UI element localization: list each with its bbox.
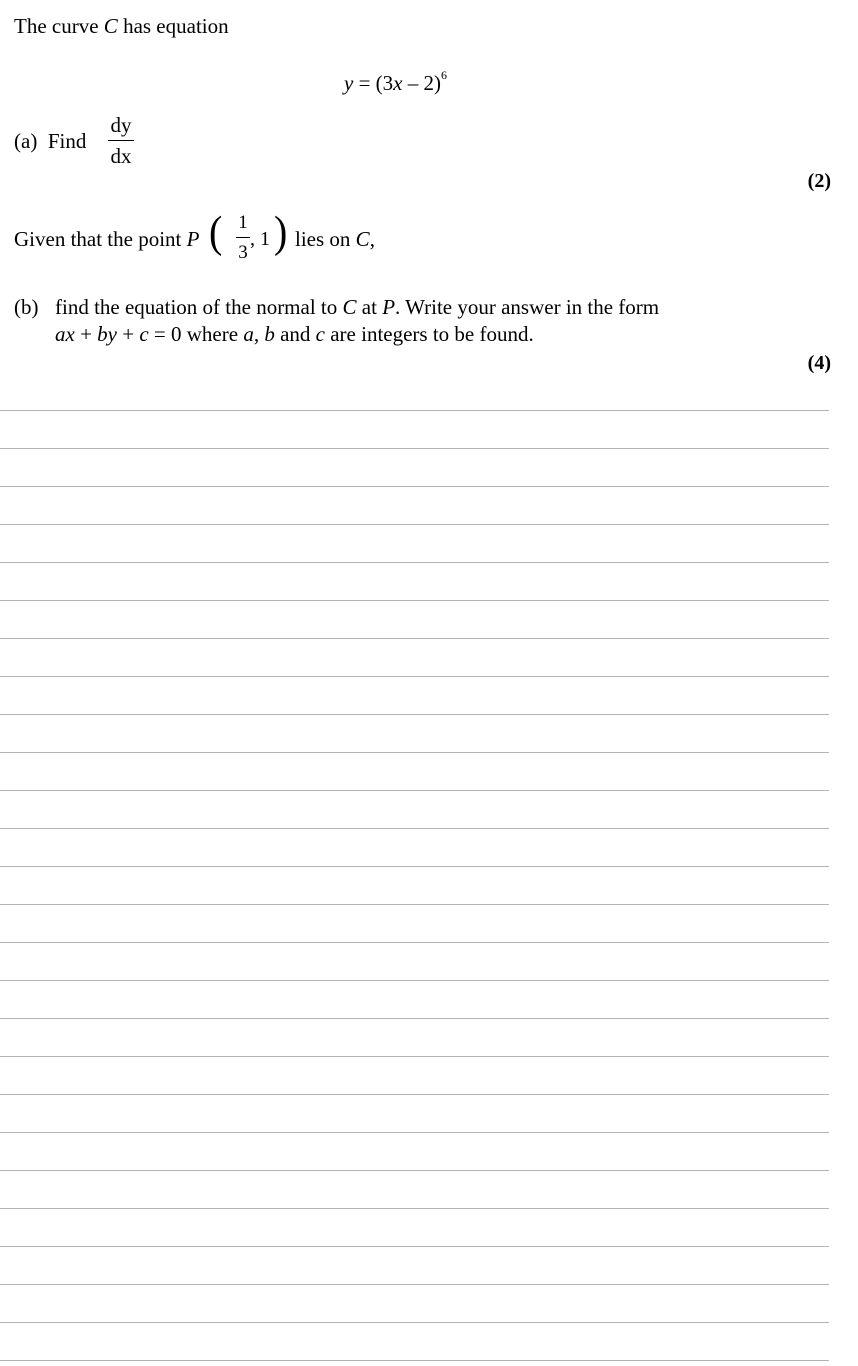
part-b-rest: are integers to be found.	[330, 322, 534, 346]
form-x: x	[65, 322, 75, 346]
answer-line	[0, 486, 829, 487]
answer-line	[0, 1322, 829, 1323]
part-b-marks: (4)	[807, 352, 831, 374]
point-fraction-bar	[236, 237, 250, 238]
given-rest-text: lies on	[295, 227, 351, 251]
given-curve-name: C	[355, 227, 370, 251]
answer-line	[0, 562, 829, 563]
equation-minus: – 2)	[402, 71, 441, 95]
part-a-label: (a)	[14, 129, 38, 153]
answer-line	[0, 1132, 829, 1133]
answer-line	[0, 980, 829, 981]
answer-line	[0, 790, 829, 791]
equation-exponent: 6	[441, 68, 447, 82]
answer-line	[0, 1094, 829, 1095]
and-text: and	[280, 322, 311, 346]
part-b-curve: C	[342, 295, 357, 319]
point-name: P	[186, 227, 200, 251]
answer-line	[0, 638, 829, 639]
form-a: a	[55, 322, 66, 346]
answer-line	[0, 942, 829, 943]
given-rest	[295, 229, 375, 250]
part-b-label: (b)	[14, 295, 39, 319]
answer-line	[0, 1056, 829, 1057]
answer-line	[0, 600, 829, 601]
form-plus-1: +	[74, 322, 98, 346]
part-b-line1-rest: . Write your answer in the form	[395, 295, 660, 319]
equation-equals: =	[358, 71, 371, 95]
form-c: c	[139, 322, 149, 346]
right-paren: )	[274, 206, 288, 257]
equation-lhs: y	[344, 71, 354, 95]
form-b: b	[97, 322, 108, 346]
form-equals-zero: = 0	[148, 322, 182, 346]
intro-rest: has equation	[123, 14, 229, 38]
answer-line	[0, 448, 829, 449]
answer-line	[0, 676, 829, 677]
part-b-line1	[55, 297, 659, 318]
fraction-bar	[108, 140, 134, 141]
point-x-numerator: 1	[238, 212, 248, 233]
derivative-fraction	[108, 115, 134, 167]
answer-line	[0, 1284, 829, 1285]
derivative-denominator: dx	[110, 144, 132, 168]
part-b-line1-text: find the equation of the normal to	[55, 295, 338, 319]
answer-line	[0, 410, 829, 411]
part-b-line2	[55, 324, 534, 345]
var-a: a	[243, 322, 254, 346]
point-x-fraction	[236, 213, 250, 265]
answer-line	[0, 752, 829, 753]
var-comma: ,	[253, 322, 260, 346]
intro-text: The curve	[14, 14, 99, 38]
equation-base: (3	[375, 71, 394, 95]
answer-line	[0, 1018, 829, 1019]
part-b-at: at	[361, 295, 377, 319]
equation-var: x	[393, 71, 403, 95]
curve-name: C	[103, 14, 118, 38]
answer-line	[0, 1170, 829, 1171]
answer-line	[0, 714, 829, 715]
given-text: Given that the point	[14, 227, 182, 251]
form-plus-2: +	[117, 322, 140, 346]
answer-line	[0, 828, 829, 829]
part-a-verb: Find	[47, 129, 87, 153]
point-y-value: , 1	[250, 228, 270, 250]
answer-line	[0, 1246, 829, 1247]
where-text: where	[186, 322, 239, 346]
point-x-denominator: 3	[238, 242, 248, 263]
answer-line	[0, 904, 829, 905]
answer-line	[0, 524, 829, 525]
var-b: b	[264, 322, 275, 346]
part-a-prompt	[14, 131, 86, 152]
intro-sentence	[14, 16, 229, 37]
given-comma: ,	[369, 227, 375, 251]
answer-line	[0, 866, 829, 867]
part-b-point: P	[382, 295, 396, 319]
form-y: y	[107, 322, 117, 346]
given-sentence	[14, 229, 199, 250]
left-paren: (	[209, 206, 223, 257]
answer-line	[0, 1360, 829, 1361]
answer-line	[0, 1208, 829, 1209]
derivative-numerator: dy	[110, 113, 132, 137]
curve-equation	[344, 68, 447, 95]
var-c: c	[315, 322, 325, 346]
part-a-marks: (2)	[807, 170, 831, 192]
